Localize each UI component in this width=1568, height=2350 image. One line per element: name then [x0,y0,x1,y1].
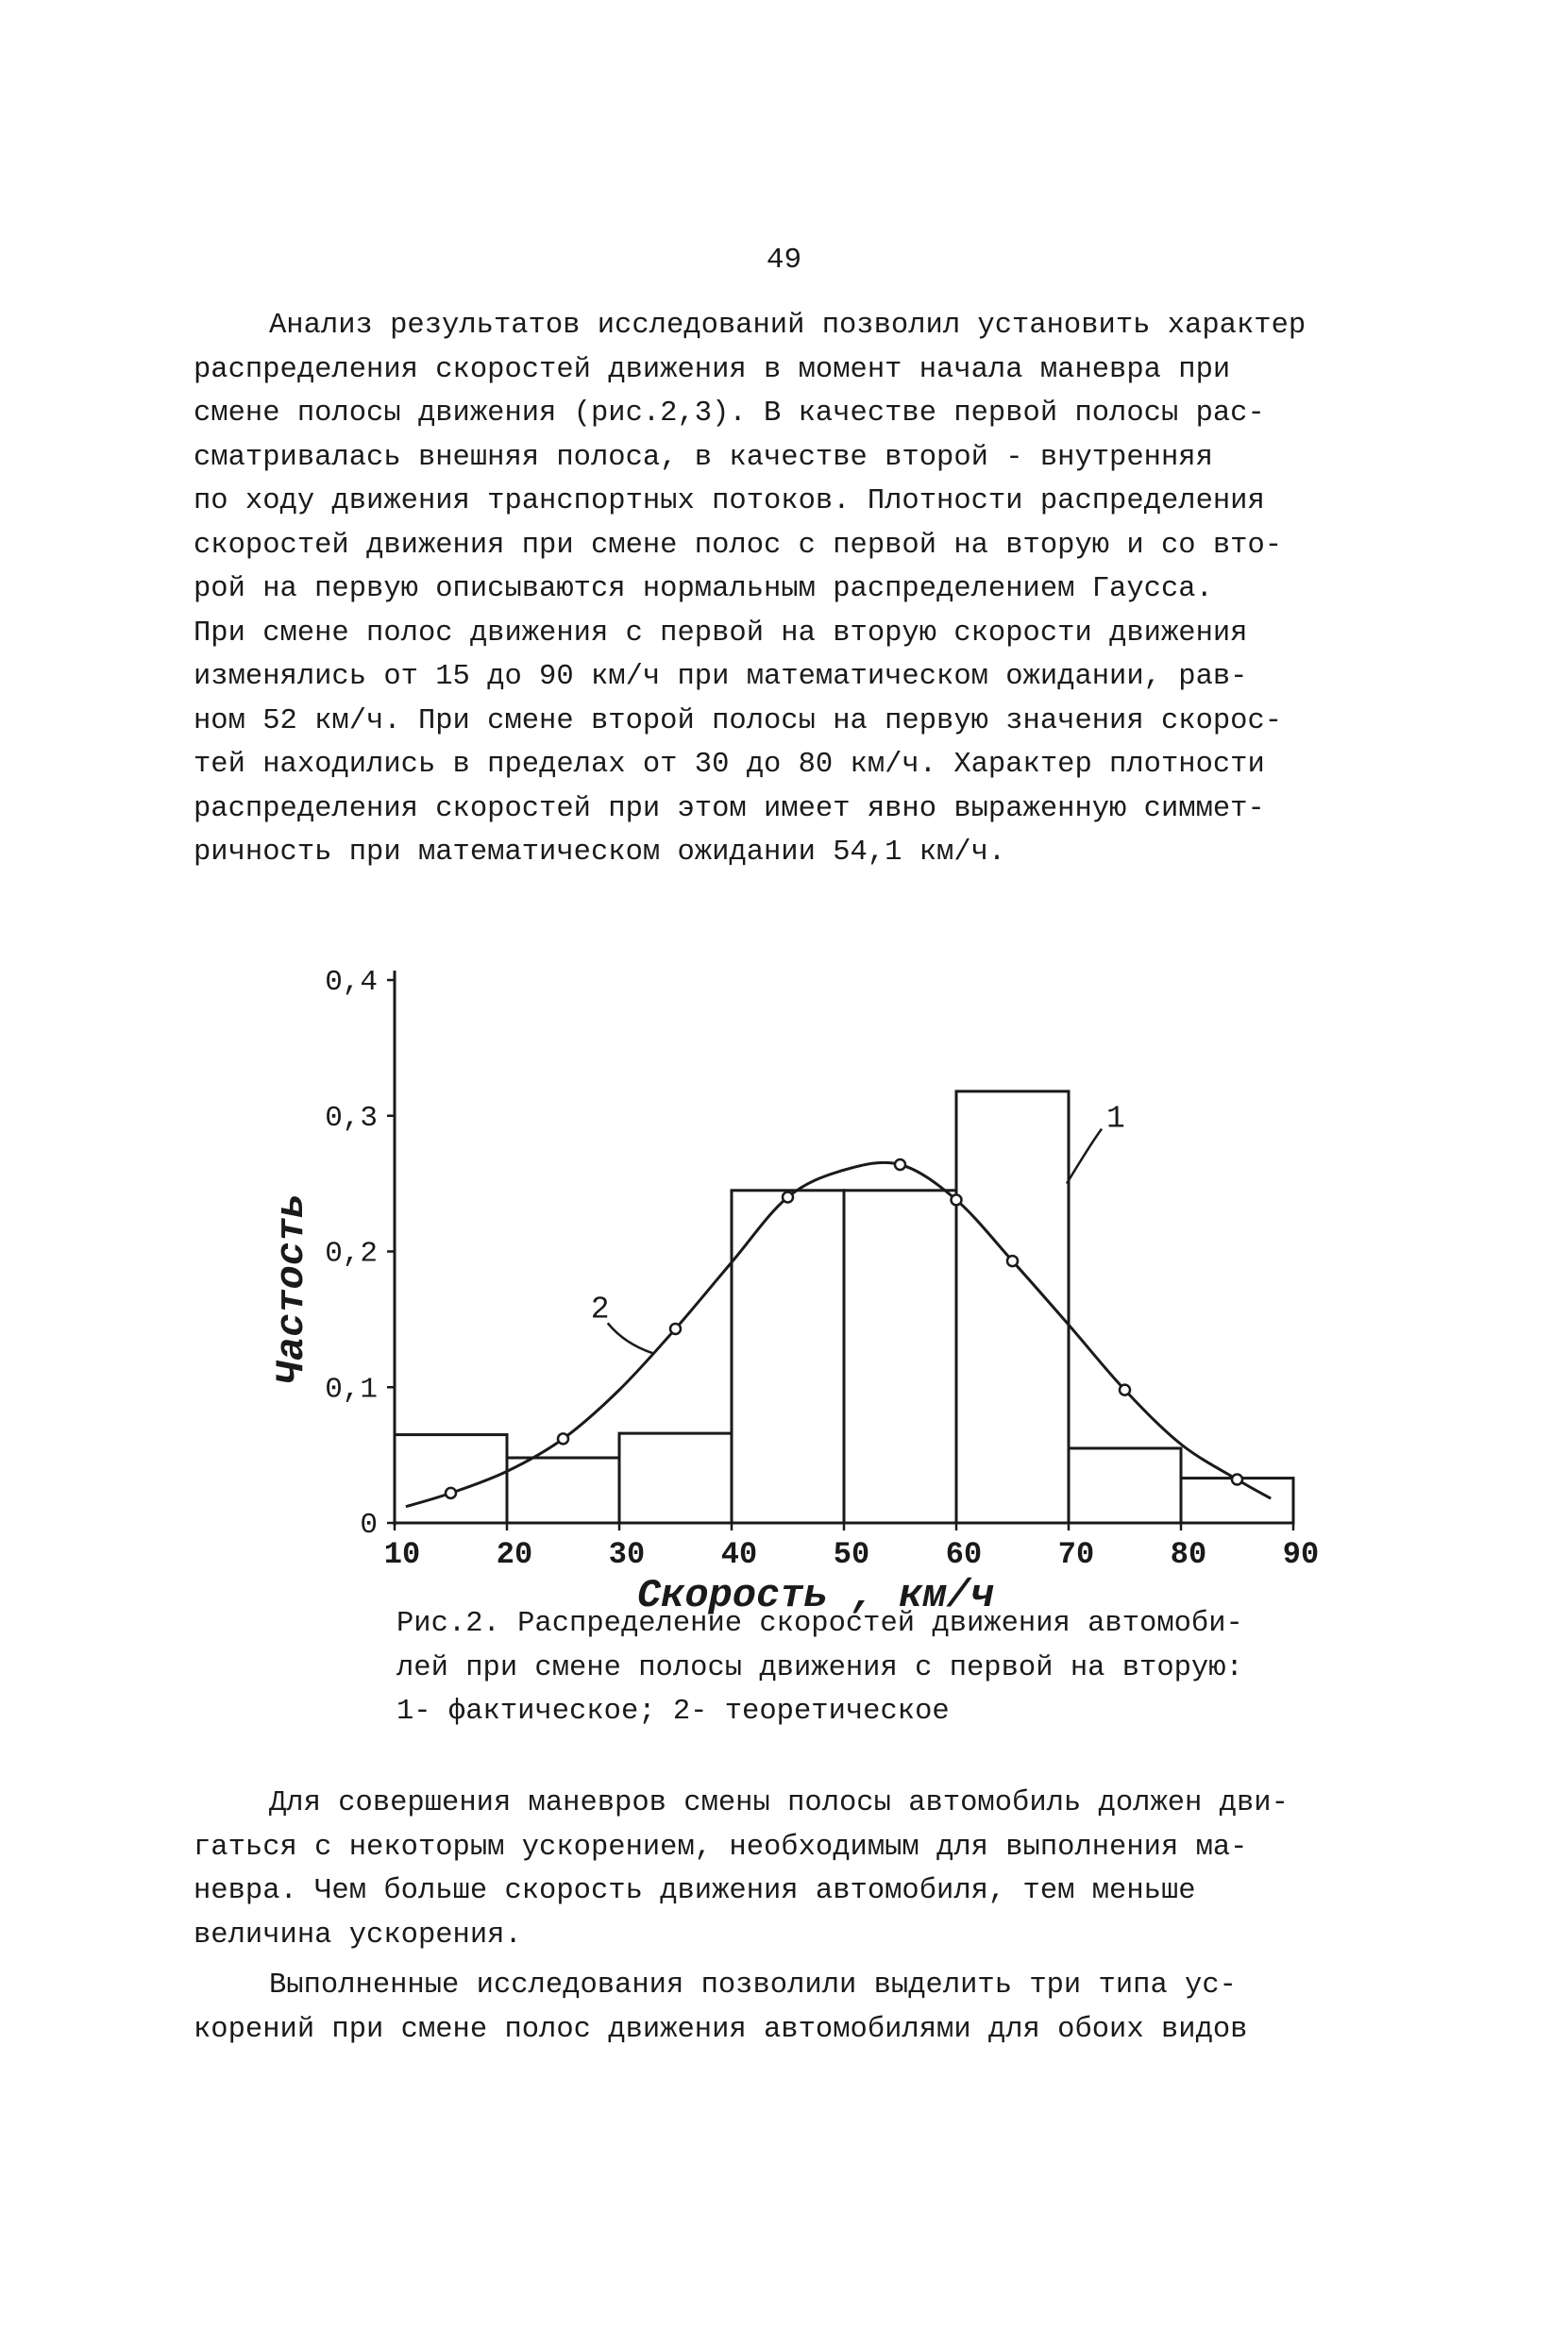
paragraph-line: по ходу движения транспортных потоков. Плотности распределения [194,485,1265,517]
curve-marker [952,1194,962,1205]
curve-marker [558,1433,568,1444]
x-tick-label: 50 [833,1537,870,1572]
paragraph-line: Для совершения маневров смены полосы автомобиль должен дви- [269,1787,1289,1819]
curve-marker [670,1324,681,1334]
paragraph-line: корений при смене полос движения автомобилями для обоих видов [194,2013,1248,2046]
series-label-2: 2 [590,1292,610,1327]
paragraph-line: Анализ результатов исследований позволил установить характер [269,310,1307,342]
histogram-bar [1069,1448,1181,1523]
leader-line [608,1323,653,1353]
paragraph-line: скоростей движения при смене полос с первой на вторую и со вто- [194,529,1283,562]
curve-marker [446,1488,456,1498]
x-tick-label: 30 [608,1537,646,1572]
y-tick-label: 0,2 [325,1237,378,1271]
paragraph-line: ричность при математическом ожидании 54,1 км/ч. [194,837,1006,869]
x-axis-title: Скорость , км/ч [636,1573,995,1618]
curve-marker [1232,1475,1242,1485]
paragraph-line: гаться с некоторым ускорением, необходимым для выполнения ма- [194,1831,1248,1864]
figure-caption [396,1602,1359,1734]
paragraph-maneuver [194,1782,1411,1957]
paragraph-line: смене полосы движения (рис.2,3). В качестве первой полосы рас- [194,397,1265,430]
paragraph-line: ном 52 км/ч. При смене второй полосы на первую значения скорос- [194,704,1283,737]
paragraph-acceleration-types [194,1964,1411,2052]
y-tick-label: 0,1 [325,1373,378,1407]
theoretical-curve [406,1162,1271,1506]
x-tick-label: 70 [1057,1537,1095,1572]
paragraph-line: сматривалась внешняя полоса, в качестве второй - внутренняя [194,441,1213,474]
curve-marker [1120,1385,1130,1395]
speed-distribution-chart [255,944,1331,1624]
curve-marker [895,1159,905,1170]
page-number: 49 [766,244,802,277]
paragraph-line: невра. Чем больше скорость движения автомобиля, тем меньше [194,1875,1196,1907]
paragraph-line: величина ускорения. [194,1919,522,1952]
y-axis-title: Частость [269,1193,314,1385]
curve-marker [1007,1256,1018,1266]
series-label-1: 1 [1106,1101,1125,1137]
x-tick-label: 20 [496,1537,533,1572]
caption-line: Рис.2. Распределение скоростей движения автомоби- [396,1608,1243,1640]
paragraph-line: изменялись от 15 до 90 км/ч при математическом ожидании, рав- [194,661,1248,693]
figure-2 [255,944,1331,1624]
caption-line: лей при смене полосы движения с первой на вторую: [396,1651,1243,1684]
x-tick-label: 80 [1170,1537,1207,1572]
curve-marker [783,1192,793,1203]
x-tick-label: 60 [945,1537,983,1572]
x-tick-label: 10 [383,1537,421,1572]
histogram-bar [507,1458,619,1523]
paragraph-line: Выполненные исследования позволили выделить три типа ус- [269,1970,1237,2002]
histogram-bar [619,1433,732,1523]
caption-line: 1- фактическое; 2- теоретическое [396,1696,950,1728]
paragraph-line: рой на первую описываются нормальным распределением Гаусса. [194,573,1213,605]
y-tick-label: 0,3 [325,1101,378,1135]
leader-line [1067,1129,1102,1184]
paragraph-analysis [194,304,1411,875]
histogram-bar [844,1191,956,1523]
paragraph-line: распределения скоростей при этом имеет явно выраженную симмет- [194,792,1265,825]
y-tick-label: 0,4 [325,966,378,999]
paragraph-line: распределения скоростей движения в момент начала маневра при [194,353,1231,386]
x-tick-label: 90 [1282,1537,1320,1572]
y-tick-label: 0 [360,1509,378,1542]
paragraph-line: При смене полос движения с первой на вторую скорости движения [194,617,1248,650]
paragraph-line: тей находились в пределах от 30 до 80 км/ч. Характер плотности [194,749,1265,781]
x-tick-label: 40 [720,1537,758,1572]
